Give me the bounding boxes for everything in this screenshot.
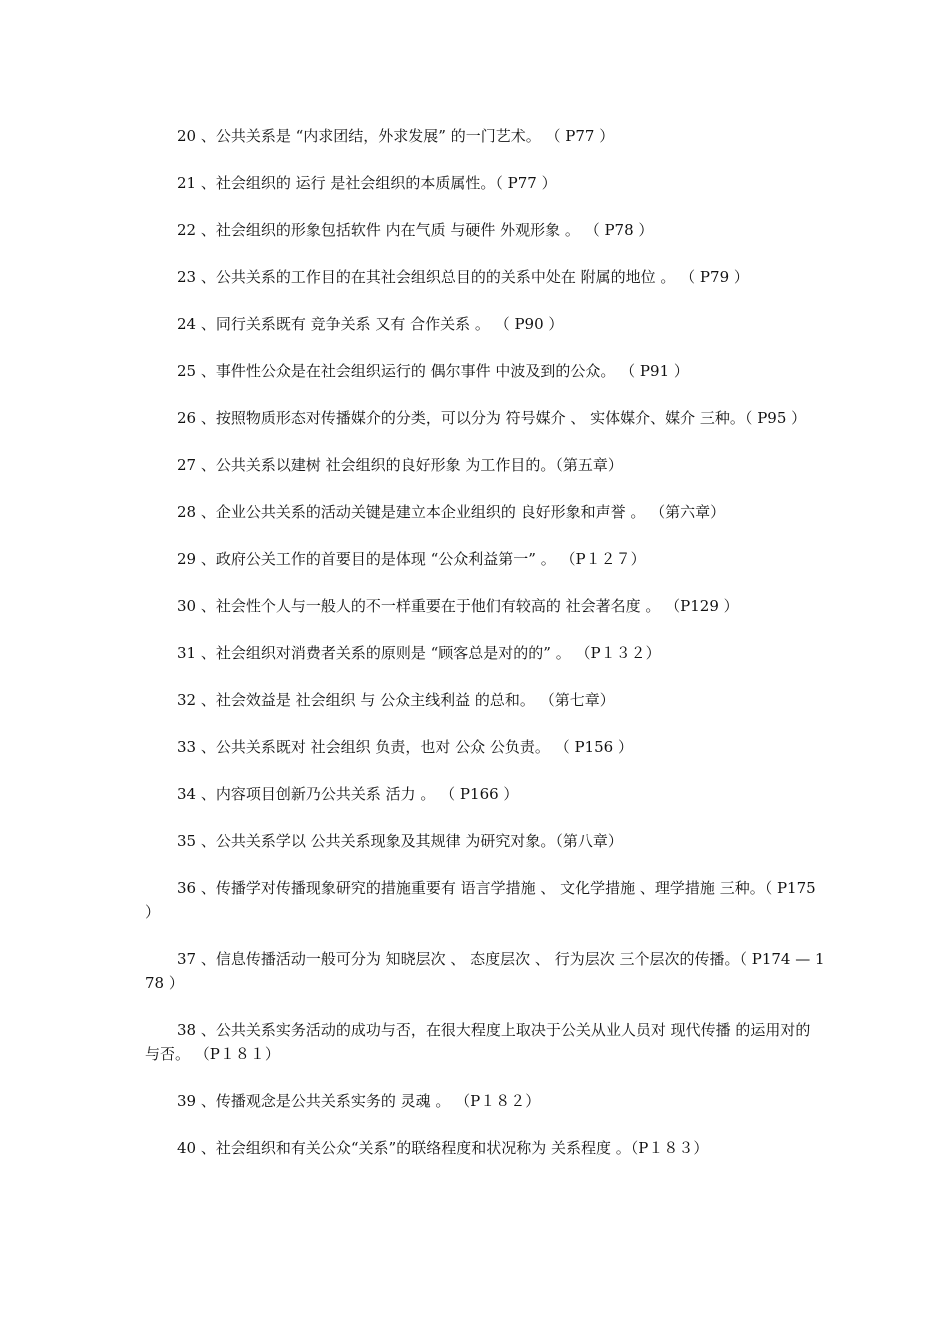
question-list (145, 124, 825, 1183)
list-item: 25 、事件性公众是在社会组织运行的 偶尔事件 中波及到的公众。 （ P91 ） (177, 362, 689, 380)
list-item: 40 、社会组织和有关公众“关系”的联络程度和状况称为 关系程度 。（P１８３） (177, 1139, 709, 1157)
list-item: 22 、社会组织的形象包括软件 内在气质 与硬件 外观形象 。 （ P78 ） (177, 221, 654, 239)
list-item: 21 、社会组织的 运行 是社会组织的本质属性。（ P77 ） (177, 174, 557, 192)
list-item: 34 、内容项目创新乃公共关系 活力 。 （ P166 ） (177, 785, 519, 803)
list-item: 23 、公共关系的工作目的在其社会组织总目的的关系中处在 附属的地位 。 （ P79 ） (177, 268, 749, 286)
list-item: 31 、社会组织对消费者关系的原则是 “顾客总是对的的” 。 （P１３２） (177, 644, 661, 662)
list-item: 20 、公共关系是 “内求团结，外求发展” 的一门艺术。 （ P77 ） (177, 127, 615, 145)
list-item: 33 、公共关系既对 社会组织 负责，也对 公众 公负责。 （ P156 ） (177, 738, 633, 756)
list-item: 39 、传播观念是公共关系实务的 灵魂 。 （P１８２） (177, 1092, 541, 1110)
list-item: 26 、按照物质形态对传播媒介的分类，可以分为 符号媒介 、 实体媒介、媒介 三种。（ P95 ） (177, 409, 807, 427)
list-item: 32 、社会效益是 社会组织 与 公众主线利益 的总和。 （第七章） (177, 691, 615, 709)
list-item: 38 、公共关系实务活动的成功与否，在很大程度上取决于公关从业人员对 现代传播 的运用对的与否。 （P１８１） (145, 1021, 811, 1063)
list-item: 35 、公共关系学以 公共关系现象及其规律 为研究对象。（第八章） (177, 832, 623, 850)
list-item: 36 、传播学对传播现象研究的措施重要有 语言学措施 、 文化学措施 、理学措施 三种。（ P175 ） (145, 879, 816, 921)
list-item: 37 、信息传播活动一般可分为 知晓层次 、 态度层次 、 行为层次 三个层次的传播。（ P174 — 178 ） (145, 950, 825, 992)
list-item: 27 、公共关系以建树 社会组织的良好形象 为工作目的。（第五章） (177, 456, 623, 474)
list-item: 30 、社会性个人与一般人的不一样重要在于他们有较高的 社会著名度 。 （P129 ） (177, 597, 739, 615)
list-item: 24 、同行关系既有 竞争关系 又有 合作关系 。 （ P90 ） (177, 315, 564, 333)
list-item: 29 、政府公关工作的首要目的是体现 “公众利益第一” 。 （P１２７） (177, 550, 646, 568)
list-item: 28 、企业公共关系的活动关键是建立本企业组织的 良好形象和声誉 。 （第六章） (177, 503, 726, 521)
